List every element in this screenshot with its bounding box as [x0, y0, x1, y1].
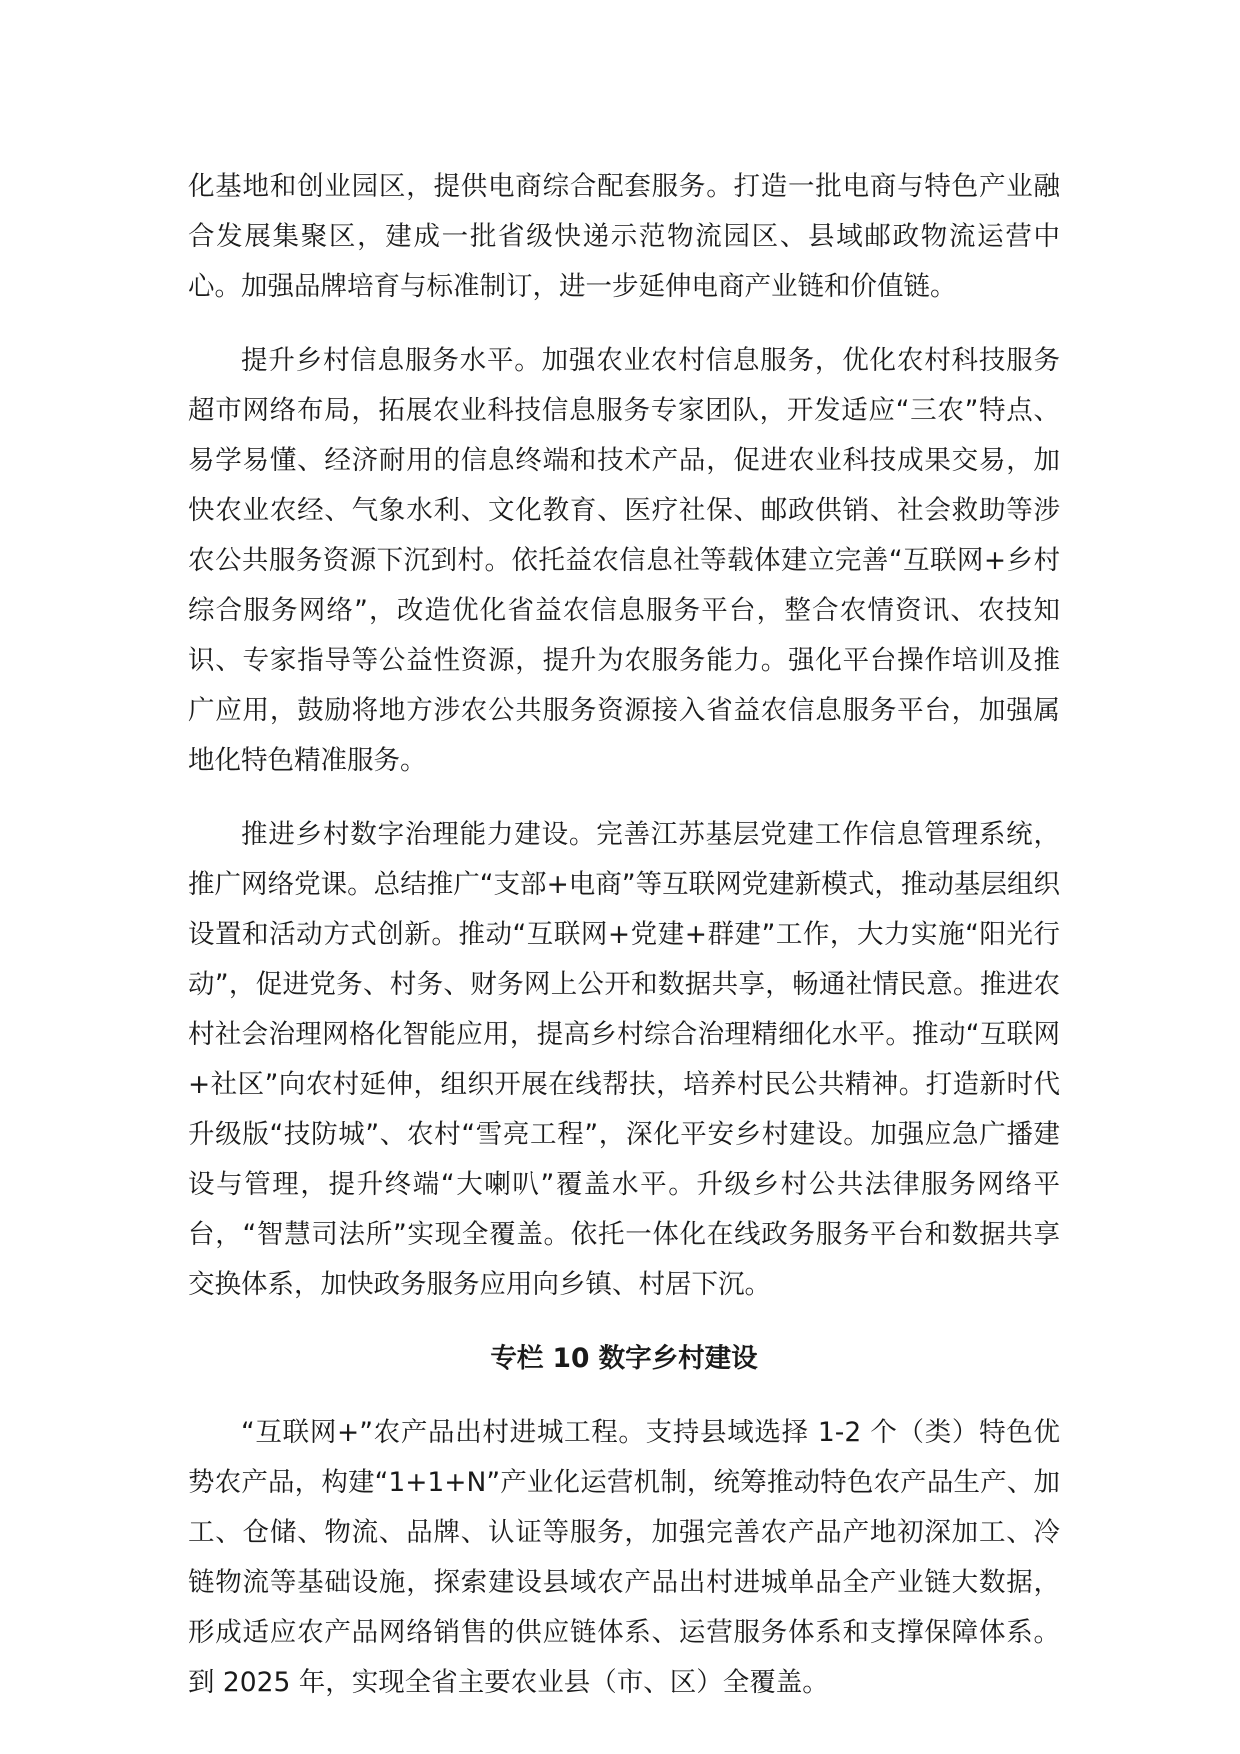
column-paragraph: “互联网+”农产品出村进城工程。支持县域选择 1-2 个（类）特色优势农产品，构建“1+1+N”产业化运营机制，统筹推动特色农产品生产、加工、仓储、物流、品牌、认证等服务，加强完善农产品产地初深加工、冷链物流等基础设施，探索建设县域农产品出村进城单品全产业链大数据，形成适应农产品网络销售的供应链体系、运营服务体系和支撑保障体系。到 2025 年，实现全省主要农业县（市、区）全覆盖。 [188, 1417, 1060, 1698]
body-paragraph: 推进乡村数字治理能力建设。完善江苏基层党建工作信息管理系统，推广网络党课。总结推广“支部+电商”等互联网党建新模式，推动基层组织设置和活动方式创新。推动“互联网+党建+群建”工作，大力实施“阳光行动”，促进党务、村务、财务网上公开和数据共享，畅通社情民意。推进农村社会治理网格化智能应用，提高乡村综合治理精细化水平。推动“互联网+社区”向农村延伸，组织开展在线帮扶，培养村民公共精神。打造新时代升级版“技防城”、农村“雪亮工程”，深化平安乡村建设。加强应急广播建设与管理，提升终端“大喇叭”覆盖水平。升级乡村公共法律服务网络平台，“智慧司法所”实现全覆盖。依托一体化在线政务服务平台和数据共享交换体系，加快政务服务应用向乡镇、村居下沉。 [188, 819, 1060, 1300]
column-heading: 专栏 10 数字乡村建设 [490, 1343, 758, 1374]
document-page [188, 162, 1060, 1732]
body-paragraph: 提升乡村信息服务水平。加强农业农村信息服务，优化农村科技服务超市网络布局，拓展农业科技信息服务专家团队，开发适应“三农”特点、易学易懂、经济耐用的信息终端和技术产品，促进农业科技成果交易，加快农业农经、气象水利、文化教育、医疗社保、邮政供销、社会救助等涉农公共服务资源下沉到村。依托益农信息社等载体建立完善“互联网+乡村综合服务网络”，改造优化省益农信息服务平台，整合农情资讯、农技知识、专家指导等公益性资源，提升为农服务能力。强化平台操作培训及推广应用，鼓励将地方涉农公共服务资源接入省益农信息服务平台，加强属地化特色精准服务。 [188, 345, 1060, 776]
body-paragraph: 化基地和创业园区，提供电商综合配套服务。打造一批电商与特色产业融合发展集聚区，建成一批省级快递示范物流园区、县域邮政物流运营中心。加强品牌培育与标准制订，进一步延伸电商产业链和价值链。 [188, 171, 1060, 302]
